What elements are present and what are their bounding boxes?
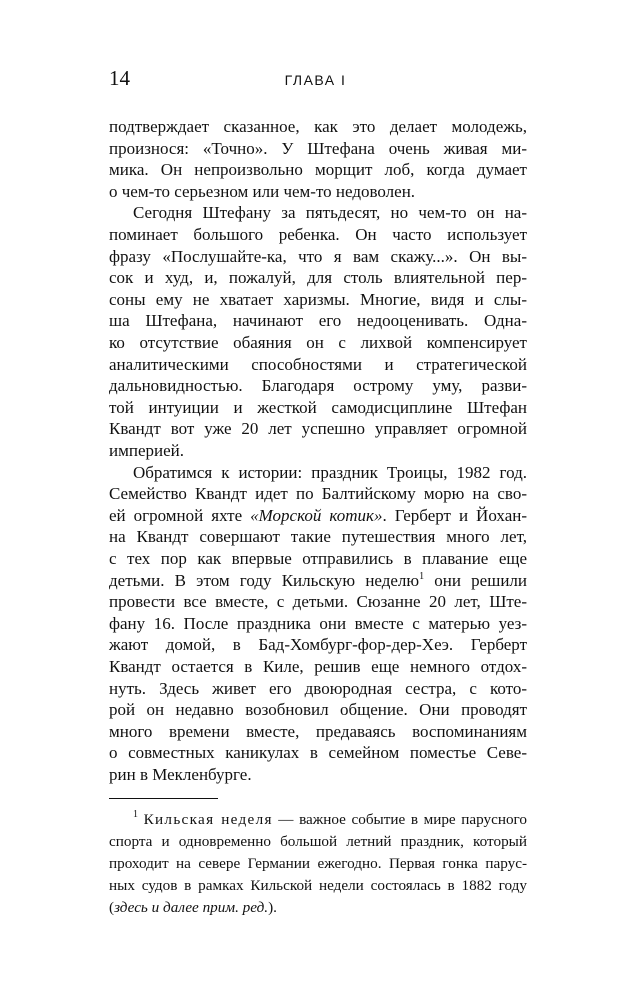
- text-fragment: аналитическими способностями и стратегической: [109, 354, 527, 374]
- text-fragment: той интуиции и жесткой самодисциплине Штефан: [109, 397, 527, 417]
- text-fragment: поминает большого ребенка. Он часто использует: [109, 225, 527, 244]
- text-fragment: империей.: [109, 441, 184, 460]
- text-line: [109, 440, 527, 462]
- text-line: [109, 764, 527, 786]
- text-line: [109, 591, 527, 613]
- text-fragment: рой он недавно возобновил общение. Они проводят: [109, 700, 527, 720]
- text-line: [109, 354, 527, 376]
- text-fragment: нуть. Здесь живет его двоюродная сестра, с кото-: [109, 678, 527, 698]
- text-fragment: с тех пор как впервые отправились в плавание еще: [109, 549, 527, 568]
- text-line: [109, 418, 527, 440]
- text-fragment: . Герберт и Йохан-: [382, 505, 527, 525]
- text-fragment: ей огромной яхте: [109, 505, 243, 525]
- text-line: [109, 483, 527, 505]
- text-fragment: сок и худ, и, пожалуй, для столь влиятельной пер-: [109, 268, 527, 288]
- text-line: [109, 721, 527, 743]
- text-fragment: рин в Мекленбурге.: [109, 765, 252, 784]
- footnote-text: (: [109, 899, 115, 916]
- footnote-marker: 1: [133, 809, 138, 820]
- text-line: [109, 224, 527, 246]
- text-line: [109, 375, 527, 397]
- yacht-name: «Морской котик»: [250, 505, 383, 525]
- text-fragment: провести все вместе, с детьми. Сюзанне 20 лет, Ште-: [109, 592, 527, 612]
- text-line: [109, 138, 527, 160]
- text-fragment: фразу «Послушайте-ка, что я вам скажу...». Он вы-: [109, 246, 527, 266]
- text-fragment: подтверждает сказанное, как это делает молодежь,: [109, 117, 527, 136]
- text-line: [109, 656, 527, 678]
- text-fragment: о совместных каникулах в семейном поместье Севе-: [109, 743, 527, 763]
- text-fragment: ша Штефана, начинают его недооценивать. Одна-: [109, 311, 527, 331]
- text-line: [109, 634, 527, 656]
- footnote-text: — важное событие в мире парусного: [272, 811, 527, 828]
- text-line: [109, 116, 527, 138]
- text-fragment: Семейство Квандт идет по Балтийскому морю на сво-: [109, 484, 527, 504]
- text-line: [109, 289, 527, 311]
- footnote-line: спорта и одновременно большой летний праздник, который: [109, 833, 527, 850]
- footnote-line: проходит на севере Германии ежегодно. Первая гонка парус-: [109, 855, 527, 872]
- text-fragment: Сегодня Штефану за пятьдесят, но чем-то он на-: [133, 203, 527, 223]
- text-line: [109, 678, 527, 700]
- text-line: [109, 246, 527, 268]
- text-fragment: ко отсутствие обаяния он с лихвой компенсирует: [109, 333, 527, 352]
- text-line: [109, 181, 527, 203]
- text-fragment: Квандт вот уже 20 лет успешно управляет огромной: [109, 419, 527, 439]
- text-line: [109, 310, 527, 332]
- footnote-reference: 1: [419, 570, 425, 582]
- text-fragment: о чем-то серьезном или чем-то недоволен.: [109, 181, 416, 201]
- footnote-term: Кильская неделя: [143, 811, 273, 828]
- text-fragment: много времени вместе, предаваясь воспоминаниям: [109, 721, 527, 741]
- text-line: [109, 505, 527, 527]
- text-fragment: на Квандт совершают такие путешествия много лет,: [109, 527, 527, 547]
- text-fragment: жают домой, в Бад-Хомбург-фор-дер-Хеэ. Герберт: [109, 635, 527, 655]
- editor-note: здесь и далее прим. ред.: [114, 899, 269, 916]
- text-line: [109, 397, 527, 419]
- text-line: [109, 742, 527, 764]
- text-line: [109, 613, 527, 635]
- paragraph-start-line: [133, 462, 527, 484]
- text-line: [109, 332, 527, 354]
- text-line: [109, 570, 527, 592]
- text-fragment: фану 16. После праздника они вместе с матерью уез-: [109, 613, 527, 633]
- text-fragment: детьми. В этом году Кильскую неделю: [109, 570, 420, 590]
- text-fragment: они решили: [424, 570, 528, 590]
- footnote-text: ).: [268, 899, 277, 916]
- text-fragment: соны ему не хватает харизмы. Многие, видя и слы-: [109, 289, 527, 309]
- text-line: [109, 526, 527, 548]
- footnote-line: ных судов в рамках Кильской недели состоялась в 1882 году: [109, 877, 527, 894]
- text-line: [109, 267, 527, 289]
- footnote-line: [133, 809, 527, 831]
- paragraph-start-line: [133, 202, 527, 224]
- page-number: 14: [109, 66, 130, 90]
- footnote-rule: [109, 798, 218, 799]
- text-line: [109, 159, 527, 181]
- text-fragment: Обратимся к истории: праздник Троицы, 1982 год.: [133, 462, 527, 482]
- text-line: [109, 699, 527, 721]
- text-line: [109, 548, 527, 570]
- chapter-header: ГЛАВА I: [284, 72, 347, 88]
- footnote-line: [109, 897, 527, 919]
- text-fragment: мика. Он непроизвольно морщит лоб, когда думает: [109, 160, 527, 180]
- text-fragment: дальновидностью. Благодаря острому уму, разви-: [109, 376, 527, 396]
- text-fragment: Квандт остается в Киле, решив еще немного отдох-: [109, 657, 527, 676]
- text-fragment: произнося: «Точно». У Штефана очень живая ми-: [109, 138, 527, 158]
